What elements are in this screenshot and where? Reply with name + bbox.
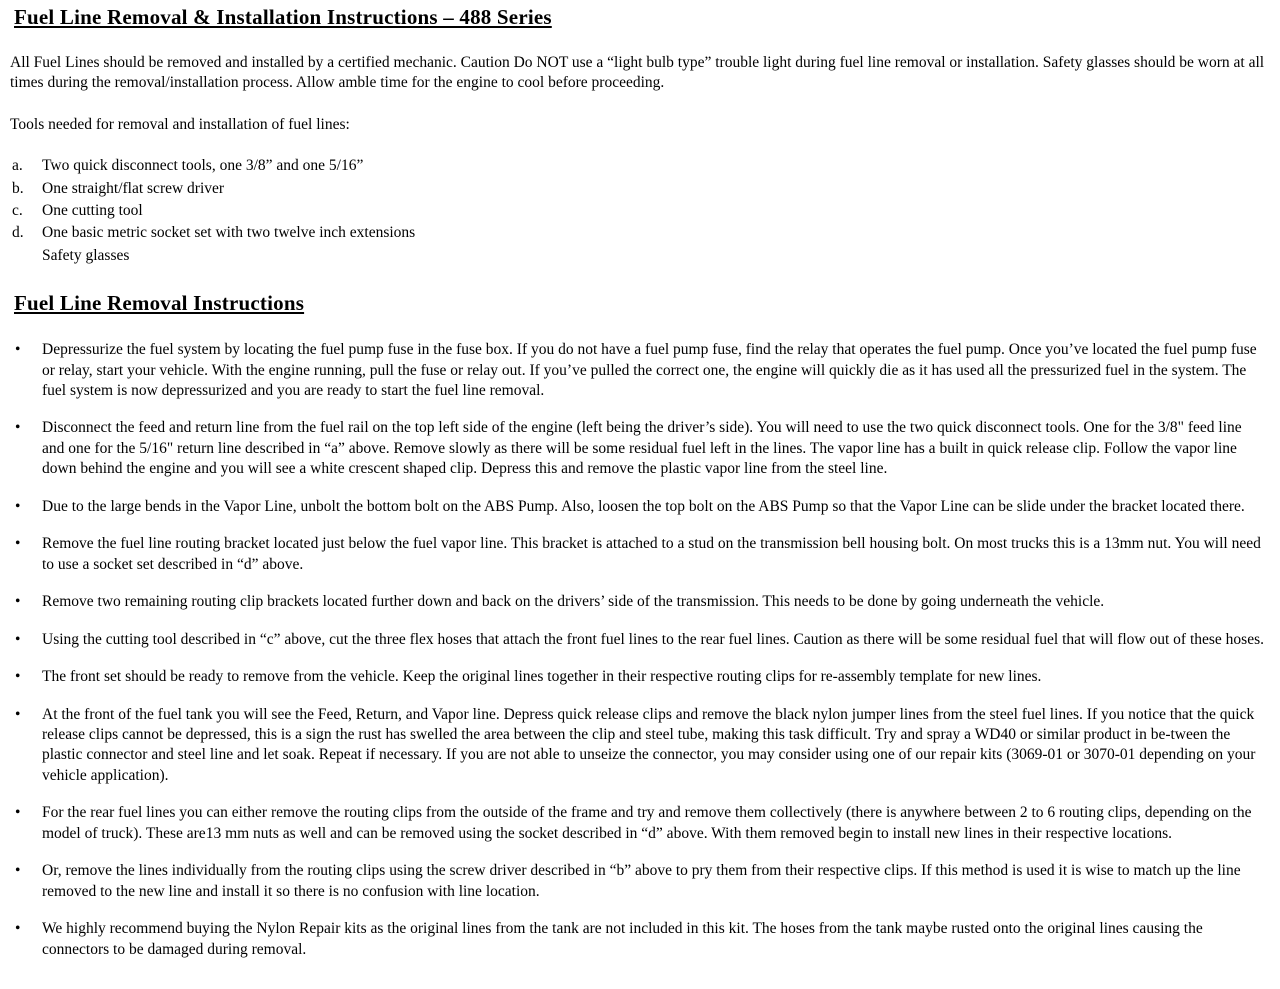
list-item bbox=[10, 705, 1266, 787]
list-item-continuation bbox=[10, 246, 1266, 266]
list-item-text: At the front of the fuel tank you will see the Feed, Return, and Vapor line. Depress quick release clips and remove the black nylon jumper lines from the steel fuel lines. If you notice that the quick release clips cannot be depressed, this is a sign the rust has swelled the area between the clip and steel tube, making this task difficult. Try and spray a WD40 or similar product in be-tween the plastic connector and steel line and let soak. Repeat if necessary. If you are not able to unseize the connector, you may consider using one of our repair kits (3069-01 or 3070-01 depending on your vehicle application). bbox=[42, 705, 1256, 784]
list-item-text: Due to the large bends in the Vapor Line, unbolt the bottom bolt on the ABS Pump. Also, loosen the top bolt on the ABS Pump so that the Vapor Line can be slide under the bracket located there. bbox=[42, 497, 1245, 515]
list-marker-empty bbox=[10, 246, 42, 266]
list-item bbox=[10, 861, 1266, 902]
bullet-icon: • bbox=[15, 535, 21, 553]
list-item bbox=[10, 667, 1266, 687]
list-item-text: For the rear fuel lines you can either remove the routing clips from the outside of the frame and try and remove them collectively (there is anywhere between 2 to 6 routing clips, depending on the model of truck). These are13 mm nuts as well and can be removed using the socket described in “d” above. With them removed begin to install new lines in their respective locations. bbox=[42, 804, 1252, 842]
bullet-icon: • bbox=[15, 862, 21, 880]
list-marker: b. bbox=[12, 179, 24, 197]
page-title: Fuel Line Removal & Installation Instructions – 488 Series bbox=[14, 5, 552, 29]
list-item bbox=[10, 418, 1266, 479]
bullet-icon: • bbox=[15, 705, 21, 723]
bullet-icon: • bbox=[15, 630, 21, 648]
list-item bbox=[10, 534, 1266, 575]
list-item bbox=[10, 179, 1266, 199]
list-item bbox=[10, 803, 1266, 844]
list-marker: d. bbox=[12, 224, 24, 242]
list-item bbox=[10, 630, 1266, 650]
list-item bbox=[10, 919, 1266, 960]
bullet-icon: • bbox=[15, 341, 21, 359]
bullet-icon: • bbox=[15, 593, 21, 611]
list-item bbox=[10, 340, 1266, 401]
list-item-text: One straight/flat screw driver bbox=[42, 179, 225, 197]
intro-paragraph: All Fuel Lines should be removed and installed by a certified mechanic. Caution Do NOT use a “light bulb type” trouble light during fuel line removal or installation. Safety glasses should be worn at all times during the removal/installation process. Allow amble time for the engine to cool before proceeding. bbox=[10, 53, 1265, 92]
list-marker: c. bbox=[12, 201, 23, 219]
list-item-text: The front set should be ready to remove from the vehicle. Keep the original lines together in their respective routing clips for re-assembly template for new lines. bbox=[42, 668, 1042, 686]
list-item-text: Two quick disconnect tools, one 3/8” and one 5/16” bbox=[42, 157, 364, 175]
bullet-icon: • bbox=[15, 920, 21, 938]
list-item-text: Remove the fuel line routing bracket located just below the fuel vapor line. This bracket is attached to a stud on the transmission bell housing bolt. On most trucks this is a 13mm nut. You will need to use a socket set described in “d” above. bbox=[42, 535, 1261, 573]
list-item-text: We highly recommend buying the Nylon Repair kits as the original lines from the tank are not included in this kit. The hoses from the tank maybe rusted onto the original lines causing the connectors to be damaged during removal. bbox=[42, 920, 1203, 958]
list-item-text: One basic metric socket set with two twelve inch extensions bbox=[42, 224, 416, 242]
list-item-text: Or, remove the lines individually from the routing clips using the screw driver described in “b” above to pry them from their respective clips. If this method is used it is wise to match up the line removed to the new line and install it so there is no confusion with line location. bbox=[42, 862, 1241, 900]
list-item-text: One cutting tool bbox=[42, 201, 143, 219]
list-item bbox=[10, 223, 1266, 243]
list-marker: a. bbox=[12, 157, 23, 175]
list-item bbox=[10, 156, 1266, 176]
list-item-text: Remove two remaining routing clip brackets located further down and back on the drivers’ side of the transmission. This needs to be done by going underneath the vehicle. bbox=[42, 593, 1105, 611]
list-item bbox=[10, 201, 1266, 221]
instruction-list bbox=[10, 340, 1266, 960]
bullet-icon: • bbox=[15, 419, 21, 437]
bullet-icon: • bbox=[15, 804, 21, 822]
list-item-text: Safety glasses bbox=[42, 246, 130, 264]
list-item bbox=[10, 497, 1266, 517]
list-item-text: Disconnect the feed and return line from the fuel rail on the top left side of the engine (left being the driver’s side). You will need to use the two quick disconnect tools. One for the 3/8" feed line and one for the 5/16" return line described in “a” above. Remove slowly as there will be some residual fuel left in the lines. The vapor line has a built in quick release clip. Follow the vapor line down behind the engine and you will see a white crescent shaped clip. Depress this and remove the plastic vapor line from the steel line. bbox=[42, 419, 1242, 478]
list-item bbox=[10, 592, 1266, 612]
bullet-icon: • bbox=[15, 668, 21, 686]
list-item-text: Depressurize the fuel system by locating the fuel pump fuse in the fuse box. If you do not have a fuel pump fuse, find the relay that operates the fuel pump. Once you’ve located the fuel pump fuse or relay, start your vehicle. With the engine running, pull the fuse or relay out. If you’ve pulled the correct one, the engine will quickly die as it has used all the pressurized fuel in the system. The fuel system is now depressurized and you are ready to start the fuel line removal. bbox=[42, 341, 1257, 399]
tools-list bbox=[10, 156, 1266, 266]
tools-heading: Tools needed for removal and installation of fuel lines: bbox=[10, 115, 350, 133]
bullet-icon: • bbox=[15, 497, 21, 515]
list-item-text: Using the cutting tool described in “c” above, cut the three flex hoses that attach the front fuel lines to the rear fuel lines. Caution as there will be some residual fuel that will flow out of these hoses. bbox=[42, 630, 1264, 648]
section-heading: Fuel Line Removal Instructions bbox=[14, 291, 305, 316]
